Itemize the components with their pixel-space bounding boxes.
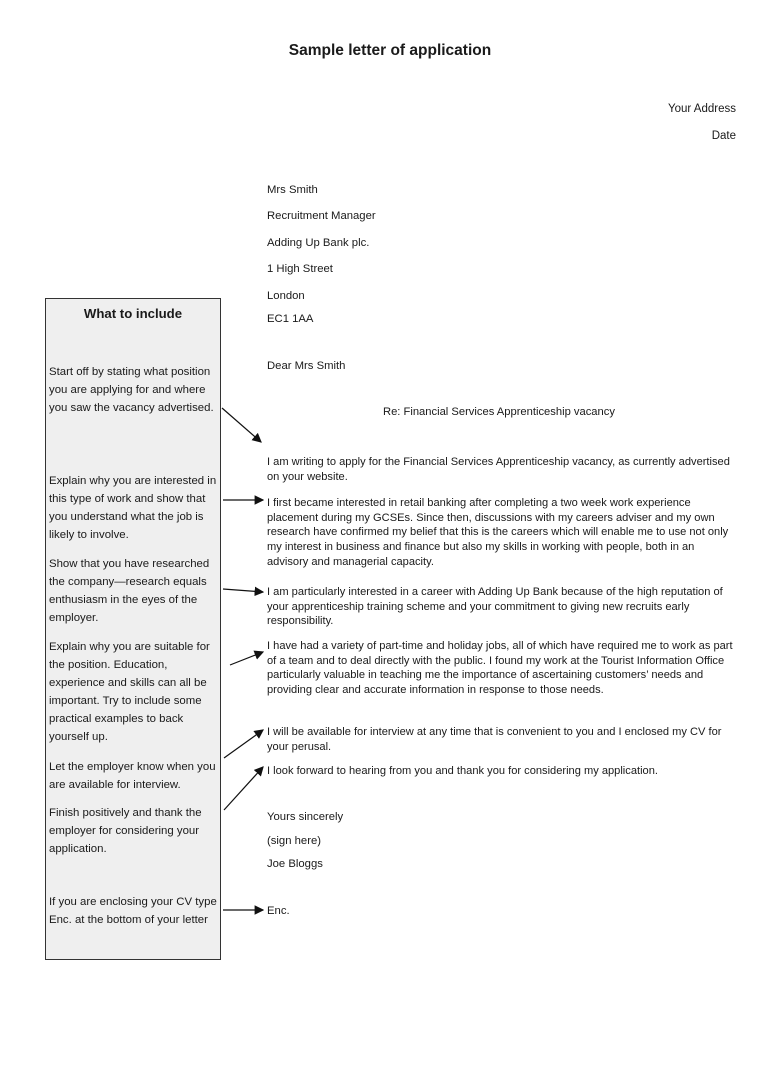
arrow-suitability bbox=[230, 652, 263, 665]
arrow-opening bbox=[222, 408, 261, 442]
letter-paragraph-availability: I will be available for interview at any time that is convenient to you and I enclosed my CV for your perusal. bbox=[267, 726, 722, 753]
sidebar-title: What to include bbox=[83, 306, 183, 321]
signature-placeholder: (sign here) bbox=[267, 835, 321, 847]
arrow-finish bbox=[224, 767, 263, 810]
recipient-street: 1 High Street bbox=[267, 263, 333, 275]
arrow-availability bbox=[224, 730, 263, 758]
tip-finish: Finish positively and thank the employer for considering your application. bbox=[49, 807, 202, 855]
recipient-city: London bbox=[267, 290, 305, 302]
letter-date: Date bbox=[711, 130, 736, 142]
recipient-name: Mrs Smith bbox=[267, 184, 318, 196]
sender-address: Your Address bbox=[668, 103, 736, 115]
tip-enclosure: If you are enclosing your CV type Enc. at the bottom of your letter bbox=[49, 896, 217, 926]
recipient-postcode: EC1 1AA bbox=[267, 313, 314, 325]
tip-suitability: Explain why you are suitable for the position. Education, experience and skills can all be important. Try to include some practical examples to back yourself up. bbox=[49, 641, 210, 743]
page-title: Sample letter of application bbox=[288, 42, 492, 59]
letter-paragraph-interest: I first became interested in retail banking after completing a two week work experience placement during my GCSEs. Since then, discussions with my careers adviser and my own research have confirmed my belief that this is the careers which will enable me to use not only my interest in business and finance but also my skills in working with people, both in an advisory and managerial capacity. bbox=[267, 497, 729, 568]
sender-name: Joe Bloggs bbox=[267, 858, 323, 870]
subject-line: Re: Financial Services Apprenticeship vacancy bbox=[383, 406, 615, 418]
letter-paragraph-company: I am particularly interested in a career with Adding Up Bank because of the high reputation of your apprenticeship training scheme and your commitment to giving new recruits early responsibility. bbox=[267, 586, 723, 628]
letter-paragraph-thanks: I look forward to hearing from you and thank you for considering my application. bbox=[267, 765, 658, 777]
tip-interest: Explain why you are interested in this type of work and show that you understand what the job is likely to involve. bbox=[49, 475, 217, 541]
letter-paragraph-experience: I have had a variety of part-time and holiday jobs, all of which have required me to work as part of a team and to deal directly with the public. I found my work at the Tourist Information Office particularly valuable in teaching me the importance of ascertaining customers’ needs and providing clear and accurate information in response to those needs. bbox=[267, 640, 733, 696]
tip-opening: Start off by stating what position you are applying for and where you saw the vacancy advertised. bbox=[49, 366, 214, 414]
arrow-research bbox=[223, 589, 263, 592]
enclosure-note: Enc. bbox=[267, 905, 290, 917]
tip-availability: Let the employer know when you are available for interview. bbox=[49, 761, 216, 791]
recipient-role: Recruitment Manager bbox=[267, 210, 376, 222]
valediction: Yours sincerely bbox=[267, 811, 344, 823]
recipient-company: Adding Up Bank plc. bbox=[267, 237, 370, 249]
salutation: Dear Mrs Smith bbox=[267, 360, 346, 372]
letter-paragraph-opening: I am writing to apply for the Financial Services Apprenticeship vacancy, as currently advertised on your website. bbox=[267, 456, 730, 483]
what-to-include-box bbox=[45, 298, 221, 960]
tip-research: Show that you have researched the company—research equals enthusiasm in the eyes of the employer. bbox=[49, 558, 210, 624]
